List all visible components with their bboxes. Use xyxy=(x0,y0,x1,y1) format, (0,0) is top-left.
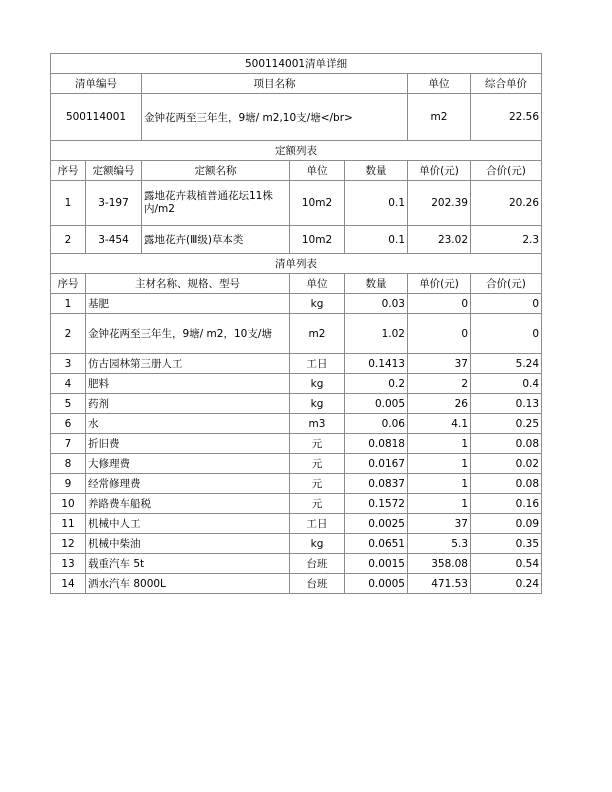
table-row xyxy=(51,434,542,454)
material-seq: 12 xyxy=(51,534,86,554)
material-qty: 0.0837 xyxy=(345,474,408,494)
bill-price: 22.56 xyxy=(471,94,542,141)
material-unit: 工日 xyxy=(290,354,345,374)
material-seq: 7 xyxy=(51,434,86,454)
material-unit: 台班 xyxy=(290,554,345,574)
material-seq-header: 序号 xyxy=(51,274,86,294)
material-seq: 10 xyxy=(51,494,86,514)
material-name: 水 xyxy=(86,414,290,434)
material-seq: 4 xyxy=(51,374,86,394)
quota-seq: 2 xyxy=(51,226,86,254)
material-seq: 5 xyxy=(51,394,86,414)
material-seq: 6 xyxy=(51,414,86,434)
material-seq: 14 xyxy=(51,574,86,594)
material-section-title: 清单列表 xyxy=(51,254,542,274)
quota-name-header: 定额名称 xyxy=(142,161,290,181)
quota-seq: 1 xyxy=(51,181,86,226)
table-row xyxy=(51,226,542,254)
material-total: 0.08 xyxy=(471,434,542,454)
material-total: 0.13 xyxy=(471,394,542,414)
material-total: 0.16 xyxy=(471,494,542,514)
material-unit-price: 1 xyxy=(408,454,471,474)
material-unit-header: 单位 xyxy=(290,274,345,294)
material-total: 0.54 xyxy=(471,554,542,574)
material-unit: kg xyxy=(290,294,345,314)
material-unit-price: 37 xyxy=(408,354,471,374)
material-total: 0.09 xyxy=(471,514,542,534)
table-title: 500114001清单详细 xyxy=(51,54,542,74)
material-unit: 台班 xyxy=(290,574,345,594)
material-unit-price: 1 xyxy=(408,474,471,494)
material-total: 0 xyxy=(471,294,542,314)
material-qty: 0.1572 xyxy=(345,494,408,514)
table-row xyxy=(51,394,542,414)
material-seq: 8 xyxy=(51,454,86,474)
quota-qty: 0.1 xyxy=(345,226,408,254)
table-row xyxy=(51,314,542,354)
material-qty-header: 数量 xyxy=(345,274,408,294)
material-unit: kg xyxy=(290,374,345,394)
material-qty: 0.0015 xyxy=(345,554,408,574)
table-row xyxy=(51,554,542,574)
material-total: 0.25 xyxy=(471,414,542,434)
table-row xyxy=(51,374,542,394)
material-unit: m2 xyxy=(290,314,345,354)
material-unit-price: 471.53 xyxy=(408,574,471,594)
quota-unit-header: 单位 xyxy=(290,161,345,181)
table-row xyxy=(51,494,542,514)
table-row xyxy=(51,181,542,226)
material-seq: 13 xyxy=(51,554,86,574)
bill-detail-table xyxy=(50,53,542,594)
material-unit: kg xyxy=(290,394,345,414)
material-qty: 0.03 xyxy=(345,294,408,314)
quota-qty: 0.1 xyxy=(345,181,408,226)
material-name: 药剂 xyxy=(86,394,290,414)
material-qty: 0.0167 xyxy=(345,454,408,474)
material-unit: 工日 xyxy=(290,514,345,534)
material-unit: m3 xyxy=(290,414,345,434)
material-name: 金钟花两至三年生，9塘/ m2，10支/塘 xyxy=(86,314,290,354)
material-qty: 0.0025 xyxy=(345,514,408,534)
bill-price-header: 综合单价 xyxy=(471,74,542,94)
material-name: 经常修理费 xyxy=(86,474,290,494)
table-row xyxy=(51,534,542,554)
material-seq: 11 xyxy=(51,514,86,534)
material-unit-price: 0 xyxy=(408,294,471,314)
quota-unit: 10m2 xyxy=(290,181,345,226)
material-name-header: 主材名称、规格、型号 xyxy=(86,274,290,294)
quota-section-title: 定额列表 xyxy=(51,141,542,161)
quota-qty-header: 数量 xyxy=(345,161,408,181)
bill-name-header: 项目名称 xyxy=(142,74,408,94)
material-qty: 0.2 xyxy=(345,374,408,394)
quota-code-header: 定额编号 xyxy=(86,161,142,181)
quota-unit: 10m2 xyxy=(290,226,345,254)
material-total: 0 xyxy=(471,314,542,354)
quota-unit-price-header: 单价(元) xyxy=(408,161,471,181)
material-unit-price: 26 xyxy=(408,394,471,414)
bill-unit: m2 xyxy=(408,94,471,141)
material-name: 养路费车船税 xyxy=(86,494,290,514)
material-name: 肥料 xyxy=(86,374,290,394)
material-unit-price: 0 xyxy=(408,314,471,354)
material-unit-price-header: 单价(元) xyxy=(408,274,471,294)
quota-code: 3-454 xyxy=(86,226,142,254)
material-name: 基肥 xyxy=(86,294,290,314)
material-unit: 元 xyxy=(290,434,345,454)
material-unit-price: 1 xyxy=(408,434,471,454)
material-unit: 元 xyxy=(290,474,345,494)
material-name: 载重汽车 5t xyxy=(86,554,290,574)
quota-unit-price: 202.39 xyxy=(408,181,471,226)
table-row xyxy=(51,574,542,594)
material-name: 洒水汽车 8000L xyxy=(86,574,290,594)
material-unit: 元 xyxy=(290,454,345,474)
material-seq: 9 xyxy=(51,474,86,494)
material-qty: 0.0818 xyxy=(345,434,408,454)
material-total: 0.4 xyxy=(471,374,542,394)
table-row xyxy=(51,354,542,374)
material-name: 机械中柴油 xyxy=(86,534,290,554)
table-row xyxy=(51,514,542,534)
table-row xyxy=(51,294,542,314)
material-qty: 0.005 xyxy=(345,394,408,414)
material-total: 5.24 xyxy=(471,354,542,374)
material-qty: 0.0005 xyxy=(345,574,408,594)
material-total-header: 合价(元) xyxy=(471,274,542,294)
material-unit-price: 5.3 xyxy=(408,534,471,554)
bill-code-header: 清单编号 xyxy=(51,74,142,94)
material-unit-price: 37 xyxy=(408,514,471,534)
material-total: 0.08 xyxy=(471,474,542,494)
material-unit-price: 4.1 xyxy=(408,414,471,434)
quota-name: 露地花卉栽植普通花坛11株内/m2 xyxy=(142,181,290,226)
bill-code: 500114001 xyxy=(51,94,142,141)
table-row xyxy=(51,454,542,474)
material-total: 0.35 xyxy=(471,534,542,554)
quota-total: 2.3 xyxy=(471,226,542,254)
material-seq: 1 xyxy=(51,294,86,314)
quota-name: 露地花卉(Ⅲ级)草本类 xyxy=(142,226,290,254)
material-total: 0.02 xyxy=(471,454,542,474)
quota-total: 20.26 xyxy=(471,181,542,226)
quota-total-header: 合价(元) xyxy=(471,161,542,181)
material-unit-price: 1 xyxy=(408,494,471,514)
table-row xyxy=(51,414,542,434)
quota-seq-header: 序号 xyxy=(51,161,86,181)
material-name: 大修理费 xyxy=(86,454,290,474)
material-qty: 0.1413 xyxy=(345,354,408,374)
material-qty: 1.02 xyxy=(345,314,408,354)
bill-unit-header: 单位 xyxy=(408,74,471,94)
quota-unit-price: 23.02 xyxy=(408,226,471,254)
material-seq: 3 xyxy=(51,354,86,374)
table-row xyxy=(51,474,542,494)
material-name: 机械中人工 xyxy=(86,514,290,534)
material-name: 折旧费 xyxy=(86,434,290,454)
quota-code: 3-197 xyxy=(86,181,142,226)
material-qty: 0.0651 xyxy=(345,534,408,554)
material-total: 0.24 xyxy=(471,574,542,594)
material-unit: kg xyxy=(290,534,345,554)
bill-name: 金钟花两至三年生，9塘/ m2,10支/塘</br> xyxy=(142,94,408,141)
material-seq: 2 xyxy=(51,314,86,354)
material-name: 仿古园林第三册人工 xyxy=(86,354,290,374)
material-unit-price: 358.08 xyxy=(408,554,471,574)
material-qty: 0.06 xyxy=(345,414,408,434)
material-unit-price: 2 xyxy=(408,374,471,394)
material-unit: 元 xyxy=(290,494,345,514)
